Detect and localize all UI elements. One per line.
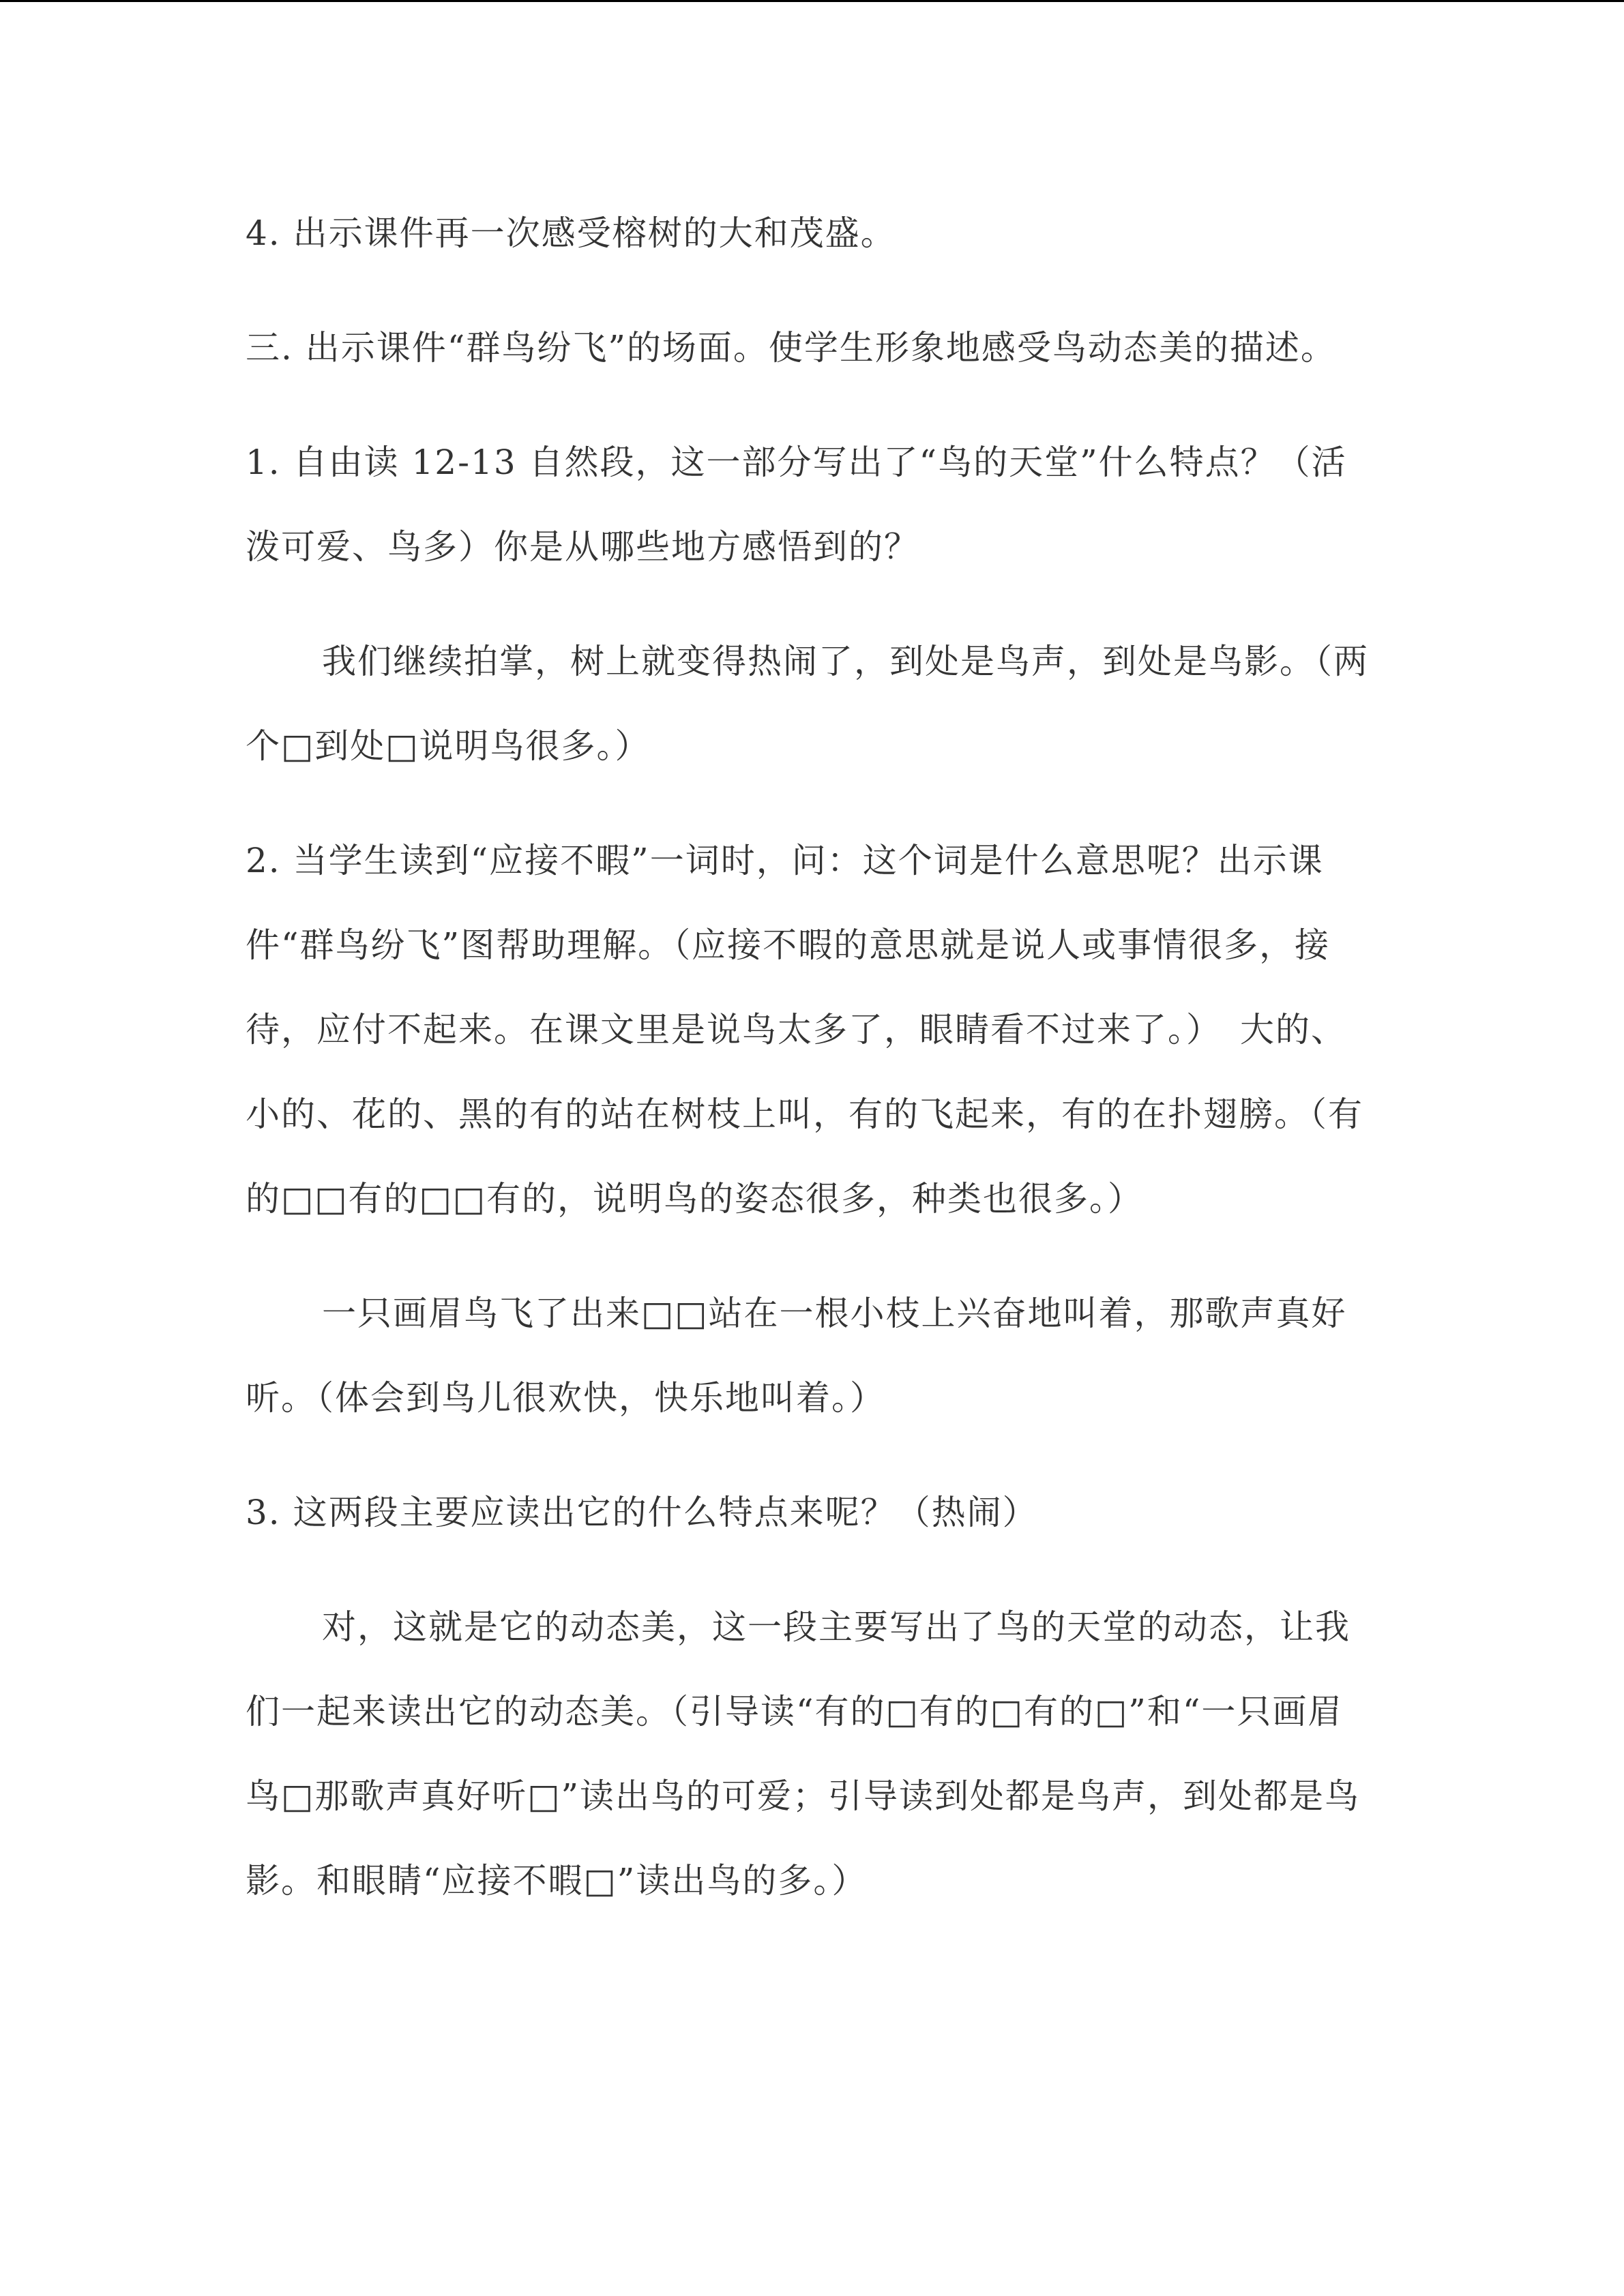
paragraph-question-1: 1. 自由读 12-13 自然段，这一部分写出了“鸟的天堂”什么特点？（活泼可爱、鸟多）你是从哪些地方感悟到的？ (246, 443, 1347, 567)
paragraph-dynamic-beauty: 对，这就是它的动态美，这一段主要写出了鸟的天堂的动态，让我们一起来读出它的动态美。（引导读“有的□有的□有的□”和“一只画眉鸟□那歌声真好听□”读出鸟的可爱；引导读到处都是鸟声，到处都是鸟影。和眼睛“应接不暇□”读出鸟的多。） (246, 1607, 1361, 1900)
page-top-border (0, 0, 1624, 2)
paragraph-section-three: 三. 出示课件“群鸟纷飞”的场面。使学生形象地感受鸟动态美的描述。 (246, 328, 1336, 368)
paragraph-quote-thrush: 一只画眉鸟飞了出来□□站在一根小枝上兴奋地叫着，那歌声真好听。（体会到鸟儿很欢快，快乐地叫着。） (246, 1294, 1347, 1418)
paragraph-question-3: 3. 这两段主要应读出它的什么特点来呢？（热闹） (246, 1493, 1038, 1532)
paragraph-4-intro: 4. 出示课件再一次感受榕树的大和茂盛。 (246, 213, 896, 253)
document-page (246, 191, 1378, 1953)
paragraph-quote-clapping: 我们继续拍掌，树上就变得热闹了，到处是鸟声，到处是鸟影。（两个□到处□说明鸟很多。） (246, 642, 1369, 766)
paragraph-question-2: 2. 当学生读到“应接不暇”一词时，问：这个词是什么意思呢？出示课件“群鸟纷飞”图帮助理解。（应接不暇的意思就是说人或事情很多，接待，应付不起来。在课文里是说鸟太多了，眼睛看不过来了。） 大的、小的、花的、黑的有的站在树枝上叫，有的飞起来，有的在扑翅膀。（有的□□有的□□有的，说明鸟的姿态很多，种类也很多。） (246, 841, 1363, 1219)
